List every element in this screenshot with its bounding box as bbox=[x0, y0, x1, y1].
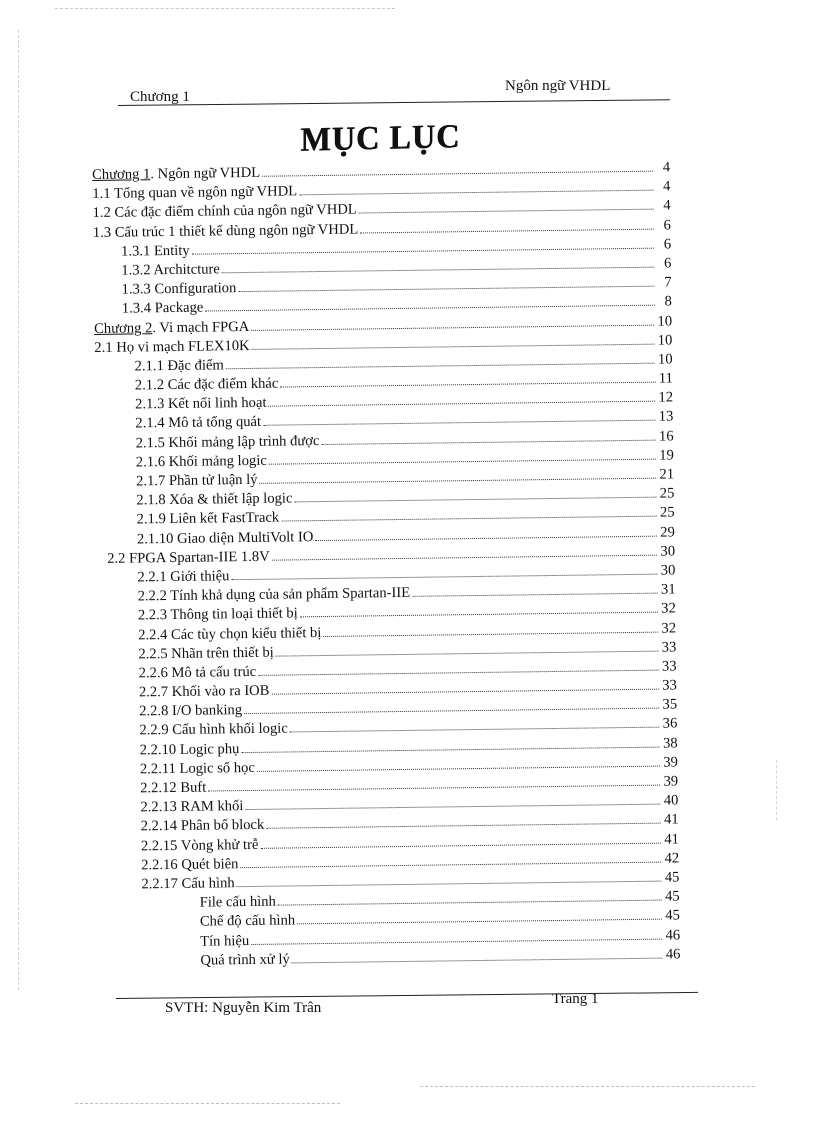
toc-entry-text: . Vi mạch FPGA bbox=[152, 318, 250, 336]
toc-page-number: 11 bbox=[658, 370, 673, 387]
dot-leader bbox=[278, 900, 662, 906]
toc-entry-text: 1.3.4 Package bbox=[121, 299, 204, 317]
toc-entry-title bbox=[139, 663, 257, 684]
toc-entry-text: 2.2.15 Vòng khử trễ bbox=[140, 836, 259, 854]
toc-page-number: 21 bbox=[659, 466, 675, 483]
toc-entry-title bbox=[139, 701, 242, 722]
toc-entry-text: 2.1.2 Các đặc điểm khác bbox=[134, 375, 279, 394]
dot-leader bbox=[238, 286, 654, 292]
toc-entry-text: 2.2.13 RAM khối bbox=[140, 798, 244, 816]
dot-leader bbox=[321, 439, 656, 444]
dot-leader bbox=[294, 497, 656, 503]
toc-entry-title bbox=[107, 547, 270, 568]
toc-entry-text: 2.1.6 Khối mảng logic bbox=[135, 452, 267, 471]
toc-entry-title bbox=[93, 220, 359, 243]
dot-leader bbox=[281, 516, 657, 522]
toc-entry-title bbox=[139, 682, 270, 703]
dot-leader bbox=[300, 612, 659, 618]
toc-page-number: 30 bbox=[660, 543, 676, 560]
toc-chapter-label: Chương 1 bbox=[92, 166, 151, 183]
toc-page-number: 45 bbox=[664, 888, 680, 905]
toc-entry-text: 2.1.1 Đặc điểm bbox=[134, 357, 224, 375]
dot-leader bbox=[205, 305, 655, 312]
toc-page-number: 30 bbox=[660, 562, 676, 579]
toc-entry-title bbox=[136, 452, 267, 473]
dot-leader bbox=[208, 785, 660, 792]
toc-entry-text: 2.2.8 I/O banking bbox=[139, 702, 243, 720]
toc-page-number: 35 bbox=[662, 696, 678, 713]
dot-leader bbox=[258, 669, 659, 675]
table-of-contents bbox=[92, 158, 680, 971]
toc-page-number: 46 bbox=[665, 946, 681, 963]
dot-leader bbox=[412, 593, 658, 597]
toc-entry-text: 2.1.8 Xóa & thiết lập logic bbox=[136, 490, 293, 509]
toc-entry-text: 2.2 FPGA Spartan-IIE 1.8V bbox=[107, 548, 270, 567]
toc-entry-text: 2.2.17 Cấu hình bbox=[141, 875, 235, 893]
toc-entry-title bbox=[138, 584, 411, 607]
toc-page-number: 6 bbox=[663, 216, 671, 234]
toc-entry-title bbox=[200, 950, 290, 970]
toc-entry-text: 2.1.9 Liên kết FastTrack bbox=[136, 509, 280, 528]
toc-page-number: 19 bbox=[659, 447, 674, 464]
title-text: MỤC LỤC bbox=[299, 118, 461, 159]
toc-entry-text: 1.1 Tổng quan về ngôn ngữ VHDL bbox=[92, 183, 298, 203]
toc-entry-text: 2.2.5 Nhãn trên thiết bị bbox=[138, 644, 274, 663]
toc-entry-text: 2.2.2 Tính khả dụng của sản phẩm Spartan-IIE bbox=[137, 584, 411, 605]
toc-entry-title bbox=[138, 624, 321, 646]
toc-entry-text: Quá trình xử lý bbox=[200, 951, 290, 969]
toc-entry-title bbox=[141, 874, 234, 894]
toc-page-number: 7 bbox=[664, 274, 672, 291]
toc-entry-title bbox=[94, 337, 249, 358]
dot-leader bbox=[268, 401, 655, 407]
toc-page-number: 45 bbox=[664, 869, 680, 886]
toc-entry-text: Chế độ cấu hình bbox=[199, 912, 296, 930]
dot-leader bbox=[297, 919, 662, 925]
toc-page-number: 39 bbox=[663, 754, 678, 771]
toc-page-number: 33 bbox=[661, 639, 677, 656]
toc-entry-title bbox=[140, 740, 240, 761]
toc-page-number: 41 bbox=[664, 830, 679, 848]
toc-entry-title bbox=[141, 835, 259, 856]
toc-entry-title bbox=[122, 299, 204, 319]
toc-entry-title bbox=[135, 356, 224, 376]
toc-entry-title bbox=[138, 643, 274, 664]
header-subject: Ngôn ngữ VHDL bbox=[505, 78, 611, 94]
toc-page-number: 32 bbox=[661, 600, 676, 617]
toc-entry-title bbox=[136, 471, 258, 492]
toc-page-number: 33 bbox=[661, 658, 677, 675]
dot-leader bbox=[244, 708, 659, 714]
toc-entry-text: 2.2.12 Buft bbox=[140, 779, 207, 797]
toc-entry-title bbox=[200, 912, 295, 932]
dot-leader bbox=[290, 727, 660, 733]
toc-page-number: 31 bbox=[660, 581, 676, 598]
scan-edge-left bbox=[18, 30, 19, 990]
dot-leader bbox=[257, 765, 660, 771]
toc-entry-text: 2.2.1 Giới thiệu bbox=[137, 568, 230, 586]
toc-entry-text: 1.3.3 Configuration bbox=[121, 280, 237, 298]
scan-edge-bottom-left bbox=[75, 1103, 340, 1104]
toc-entry-text: 1.2 Các đặc điểm chính của ngôn ngữ VHDL bbox=[92, 201, 357, 222]
toc-page-number: 45 bbox=[665, 907, 680, 924]
toc-entry-title bbox=[136, 432, 320, 454]
toc-entry-text: File cấu hình bbox=[199, 893, 276, 911]
dot-leader bbox=[292, 957, 663, 963]
header-rule bbox=[118, 99, 670, 106]
toc-entry-text: 2.1.7 Phần tử luận lý bbox=[136, 471, 258, 490]
toc-entry-text: 2.2.9 Cấu hình khối logic bbox=[139, 720, 288, 739]
toc-entry-title bbox=[138, 605, 298, 626]
toc-entry-title bbox=[141, 816, 265, 837]
toc-page-number: 32 bbox=[661, 619, 677, 637]
scan-edge-bottom-right bbox=[420, 1086, 755, 1087]
toc-entry-title bbox=[139, 720, 288, 741]
toc-page-number: 36 bbox=[662, 715, 678, 733]
toc-entry-text: 1.3.2 Architcture bbox=[121, 261, 220, 279]
dot-leader bbox=[272, 554, 658, 560]
toc-entry-title bbox=[140, 797, 243, 818]
toc-entry-text: 2.1.3 Kết nối linh hoạt bbox=[135, 394, 267, 413]
toc-entry-title bbox=[137, 528, 314, 550]
toc-page-number: 8 bbox=[664, 293, 672, 310]
toc-entry-title bbox=[135, 413, 261, 434]
toc-page-number: 4 bbox=[662, 178, 671, 195]
toc-entry-title bbox=[135, 375, 279, 396]
toc-page-number: 41 bbox=[663, 811, 679, 828]
toc-page-number: 16 bbox=[658, 428, 674, 445]
toc-chapter-label: Chương 2 bbox=[94, 319, 153, 337]
dot-leader bbox=[237, 881, 662, 888]
dot-leader bbox=[280, 382, 655, 388]
dot-leader bbox=[359, 209, 654, 214]
toc-page-number: 4 bbox=[663, 197, 671, 214]
dot-leader bbox=[251, 938, 662, 944]
toc-page-number: 6 bbox=[663, 255, 672, 272]
toc-entry-text: Tín hiệu bbox=[200, 932, 250, 950]
footer-page-number: Trang 1 bbox=[552, 991, 599, 1007]
dot-leader bbox=[241, 746, 660, 752]
header-chapter: Chương 1 bbox=[130, 89, 190, 105]
scan-edge-top bbox=[55, 8, 395, 9]
toc-entry-text: 2.2.10 Logic phụ bbox=[139, 740, 240, 759]
dot-leader bbox=[269, 458, 656, 464]
dot-leader bbox=[263, 420, 656, 426]
scan-edge-right bbox=[776, 760, 777, 820]
toc-entry-title bbox=[141, 855, 239, 875]
toc-page-number: 12 bbox=[658, 389, 674, 406]
dot-leader bbox=[276, 650, 659, 656]
toc-entry-text: . Ngôn ngữ VHDL bbox=[150, 164, 261, 183]
dot-leader bbox=[260, 478, 657, 484]
toc-entry-text: 2.2.14 Phân bố block bbox=[140, 817, 265, 835]
toc-entry-text: 2.2.16 Quét biên bbox=[141, 855, 239, 874]
dot-leader bbox=[240, 861, 661, 868]
toc-page-number: 10 bbox=[657, 332, 673, 349]
dot-leader bbox=[192, 247, 654, 254]
dot-leader bbox=[299, 190, 653, 196]
toc-page-number: 25 bbox=[659, 485, 675, 502]
toc-entry-title bbox=[137, 509, 280, 530]
toc-entry-title bbox=[140, 779, 206, 799]
toc-page-number: 10 bbox=[657, 351, 673, 368]
toc-entry-text: 2.1 Họ vi mạch FLEX10K bbox=[94, 337, 250, 356]
toc-entry-title bbox=[94, 317, 249, 338]
dot-leader bbox=[245, 804, 660, 810]
toc-page-number: 42 bbox=[664, 850, 680, 867]
toc-entry-title bbox=[121, 260, 220, 280]
toc-entry-title bbox=[122, 279, 237, 300]
dot-leader bbox=[271, 689, 659, 695]
toc-page-number: 4 bbox=[662, 159, 671, 176]
toc-entry-text: 1.3 Cấu trúc 1 thiết kế dùng ngôn ngữ VHDL bbox=[92, 221, 359, 241]
toc-entry-text: 2.2.4 Các tùy chọn kiểu thiết bị bbox=[138, 624, 322, 643]
dot-leader bbox=[266, 823, 661, 829]
toc-entry-title bbox=[137, 567, 229, 587]
toc-entry-title bbox=[136, 490, 292, 511]
dot-leader bbox=[323, 631, 658, 636]
toc-entry-title bbox=[92, 164, 260, 185]
toc-page-number: 38 bbox=[662, 735, 678, 752]
toc-page-number: 46 bbox=[665, 926, 681, 944]
toc-entry-text: 2.1.10 Giao diện MultiVolt IO bbox=[136, 528, 314, 548]
toc-page-number: 25 bbox=[659, 504, 675, 521]
toc-page-number: 33 bbox=[662, 677, 677, 694]
toc-entry-text: 2.2.7 Khối vào ra IOB bbox=[138, 682, 270, 701]
toc-entry-text: 2.2.6 Mô tả cấu trúc bbox=[138, 663, 257, 682]
dot-leader bbox=[231, 574, 657, 581]
toc-entry-title bbox=[200, 893, 276, 913]
toc-page-number: 39 bbox=[663, 773, 679, 790]
toc-entry-title bbox=[140, 759, 255, 780]
toc-page-number: 40 bbox=[663, 792, 679, 809]
toc-entry-text: 2.2.11 Logic số học bbox=[139, 759, 255, 778]
toc-entry-text: 1.3.1 Entity bbox=[121, 242, 190, 260]
toc-entry-text: 2.1.5 Khối mảng lập trình được bbox=[135, 432, 320, 452]
toc-entry-title bbox=[135, 394, 267, 415]
dot-leader bbox=[252, 343, 655, 349]
toc-page-number: 29 bbox=[660, 523, 675, 541]
footer-author: SVTH: Nguyễn Kim Trân bbox=[165, 1000, 322, 1016]
dot-leader bbox=[222, 267, 654, 274]
dot-leader bbox=[260, 842, 661, 848]
toc-page-number: 10 bbox=[657, 312, 673, 330]
toc-entry-text: 2.1.4 Mô tả tổng quát bbox=[135, 414, 262, 432]
toc-entry-title bbox=[121, 241, 190, 261]
page-title bbox=[0, 120, 760, 158]
dot-leader bbox=[315, 535, 657, 540]
dot-leader bbox=[360, 228, 654, 233]
dot-leader bbox=[226, 363, 655, 370]
dot-leader bbox=[262, 171, 653, 177]
toc-page-number: 13 bbox=[658, 408, 674, 426]
toc-entry-text: 2.2.3 Thông tin loại thiết bị bbox=[137, 605, 298, 624]
toc-entry-title bbox=[200, 932, 249, 952]
toc-page-number: 6 bbox=[663, 236, 672, 253]
footer-rule bbox=[116, 992, 698, 999]
dot-leader bbox=[251, 324, 654, 330]
